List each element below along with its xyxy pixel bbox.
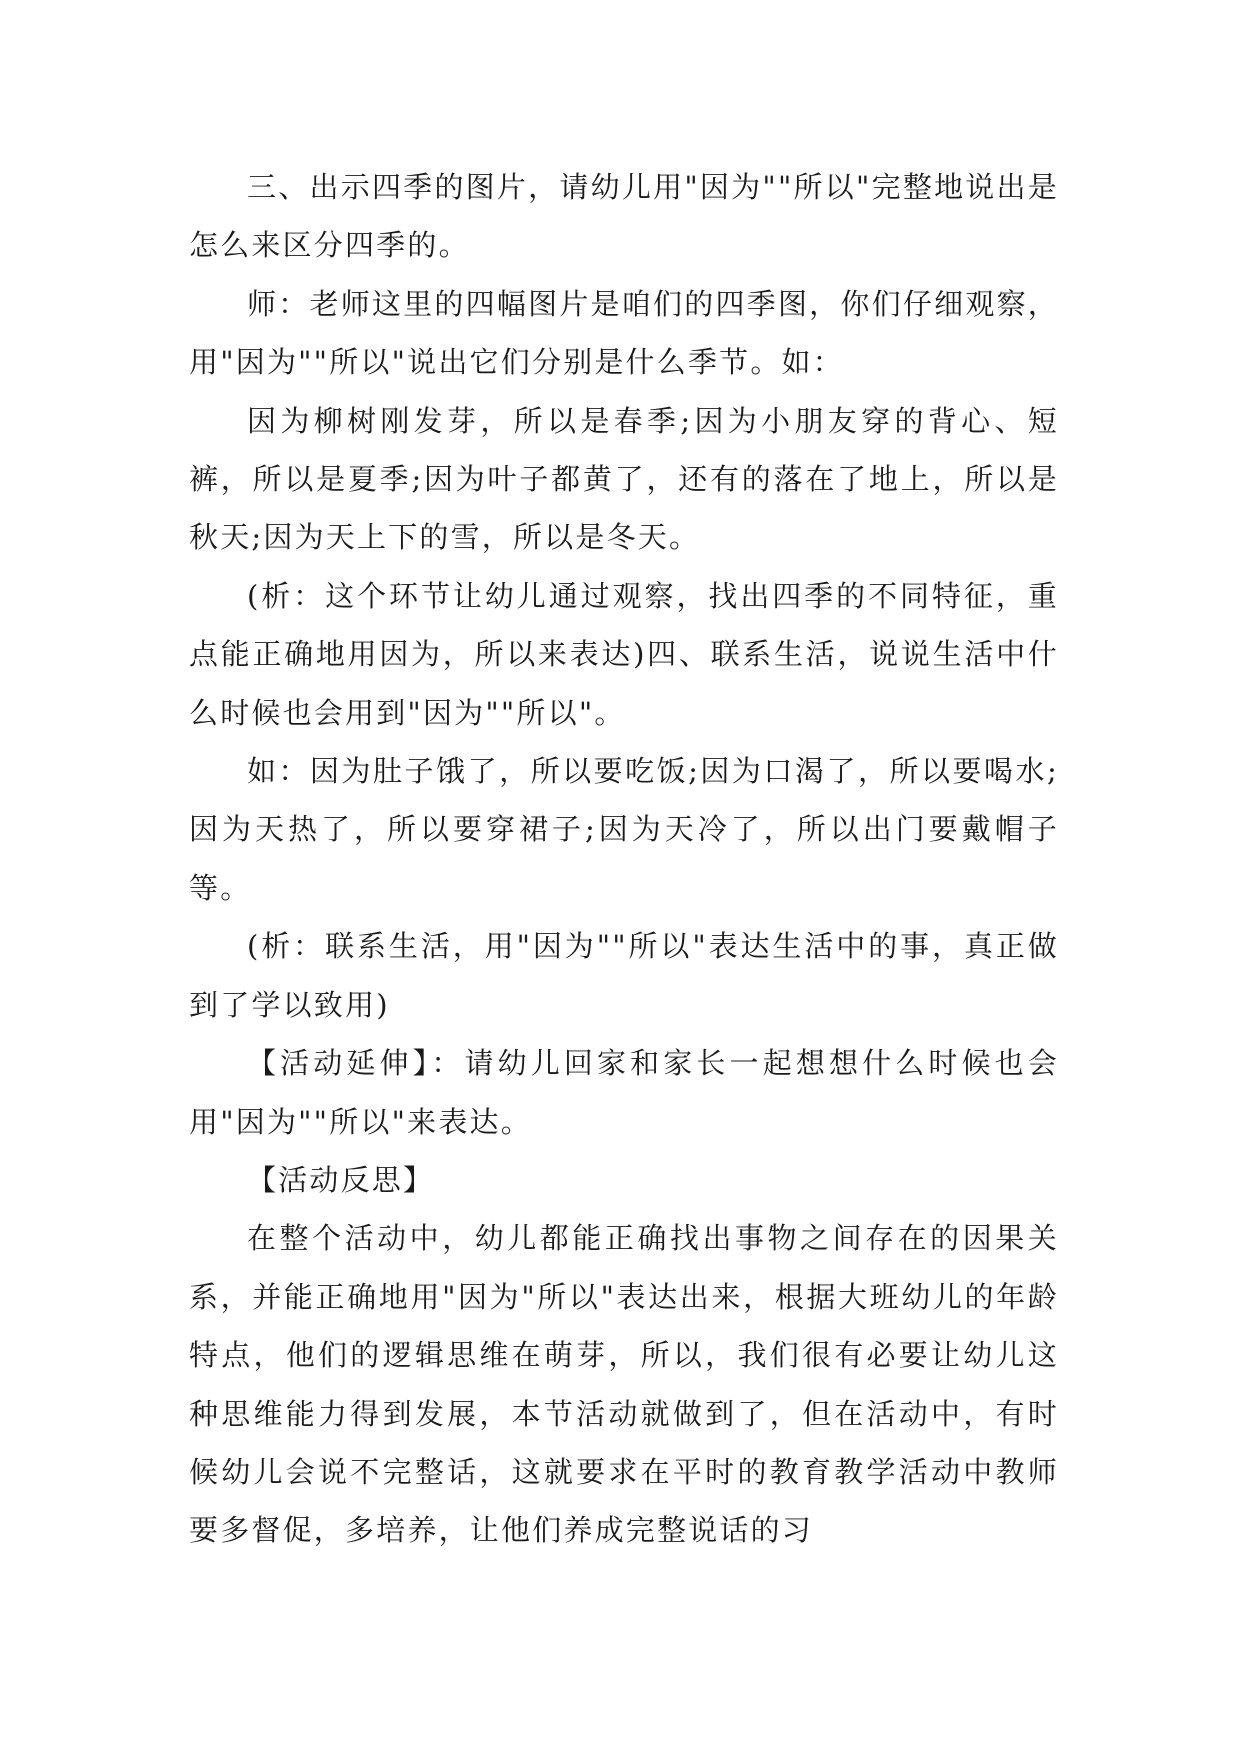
paragraph-activity-extension: 【活动延伸】：请幼儿回家和家长一起想想什么时候也会用"因为""所以"来表达。 [189, 1046, 1059, 1139]
paragraph-step-three: 三、出示四季的图片，请幼儿用"因为""所以"完整地说出是怎么来区分四季的。 [189, 170, 1059, 263]
document-body [189, 158, 1059, 1560]
paragraph-life-examples: 如：因为肚子饿了，所以要吃饭;因为口渴了，所以要喝水;因为天热了，所以要穿裙子;因为天冷了，所以出门要戴帽子等。 [189, 754, 1059, 905]
paragraph-season-examples: 因为柳树刚发芽，所以是春季;因为小朋友穿的背心、短裤，所以是夏季;因为叶子都黄了，还有的落在了地上，所以是秋天;因为天上下的雪，所以是冬天。 [189, 403, 1059, 555]
paragraph-reflection-body: 在整个活动中，幼儿都能正确找出事物之间存在的因果关系，并能正确地用"因为"所以"表达出来，根据大班幼儿的年龄特点，他们的逻辑思维在萌芽，所以，我们很有必要让幼儿这种思维能力得到发展，本节活动就做到了，但在活动中，有时候幼儿会说不完整话，这就要求在平时的教育教学活动中教师要多督促，多培养，让他们养成完整说话的习 [189, 1221, 1059, 1548]
paragraph-analysis-step-four: (析：这个环节让幼儿通过观察，找出四季的不同特征，重点能正确地用因为，所以来表达)四、联系生活，说说生活中什么时候也会用到"因为""所以"。 [189, 578, 1059, 730]
heading-activity-reflection: 【活动反思】 [247, 1162, 435, 1197]
paragraph-analysis-life: (析：联系生活，用"因为""所以"表达生活中的事，真正做到了学以致用) [189, 929, 1059, 1022]
paragraph-teacher-prompt: 师：老师这里的四幅图片是咱们的四季图，你们仔细观察，用"因为""所以"说出它们分别是什么季节。如： [189, 286, 1059, 380]
